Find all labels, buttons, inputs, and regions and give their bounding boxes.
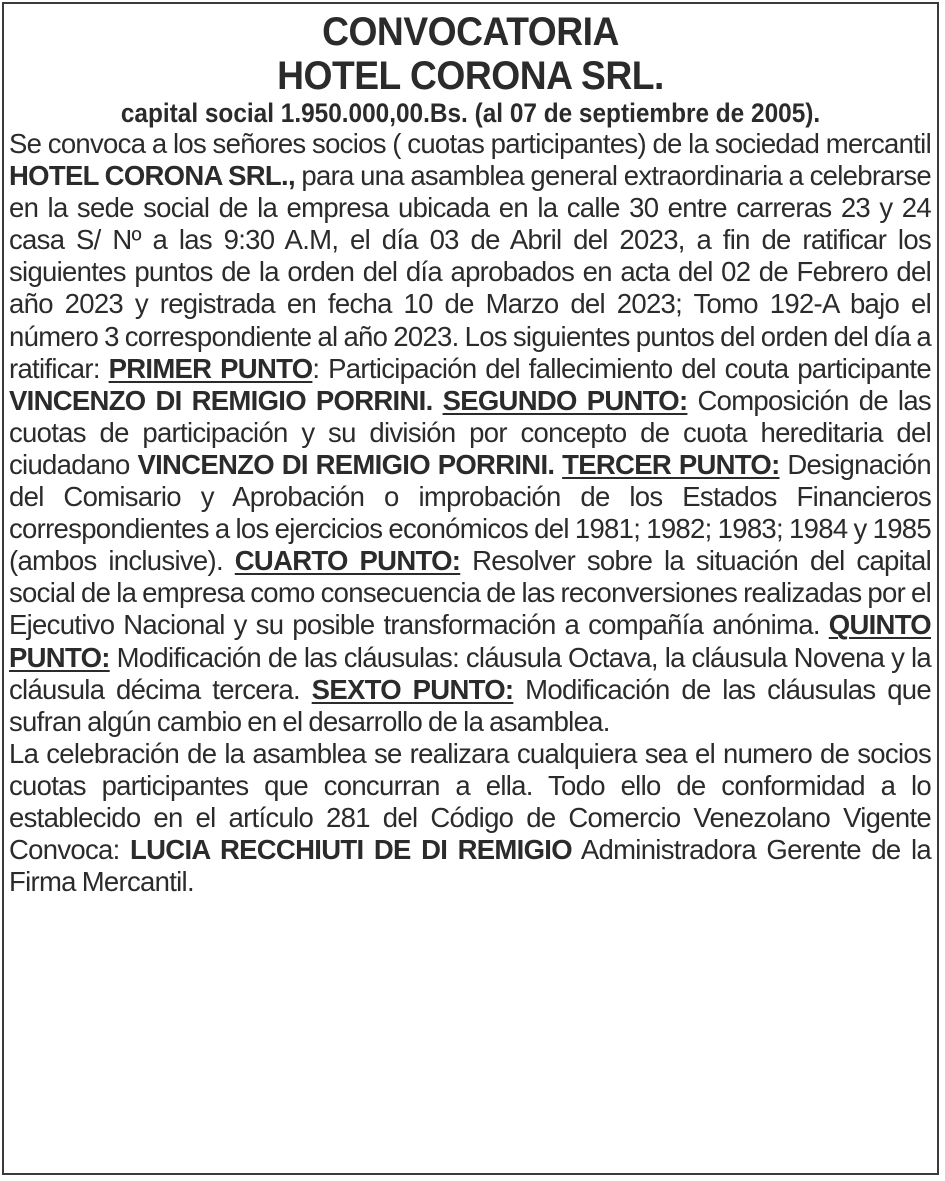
legal-notice: [2, 2, 939, 1175]
notice-body: [9, 128, 931, 898]
point-3-text: Designación del Comisario y Aprobación o improbación de los Estados Financieros correspondientes a los ejercicios económicos del 1981; 1982; 1983; 1984 y 1985 (ambos inclusive).: [9, 448, 931, 577]
point-5-label: QUINTO PUNTO:: [9, 609, 931, 673]
point-6-label: SEXTO PUNTO:: [311, 673, 514, 705]
point-1-colon: :: [312, 352, 320, 384]
point-2-name: VINCENZO DI REMIGIO PORRINI.: [137, 448, 555, 480]
point-3-label: TERCER PUNTO:: [562, 448, 780, 480]
company-name: HOTEL CORONA SRL.,: [9, 160, 295, 192]
signer-role: Administradora Gerente de la Firma Mercantil.: [9, 834, 931, 898]
intro-text-b: para una asamblea general extraordinaria a celebrarse en la sede social de la empresa ubicada en la calle 30 entre carreras 23 y 24 casa S/ Nº a las 9:30 A.M, el día 03 de Abril del 2023, a fin de ratificar los siguientes puntos de la orden del día aprobados en acta del 02 de Febrero del año 2023 y registrada en fecha 10 de Marzo del 2023; Tomo 192-A bajo el número 3 correspondiente al año 2023. Los siguientes puntos del orden del día a ratificar:: [9, 160, 931, 384]
capital-line: capital social 1.950.000,00.Bs. (al 07 de septiembre de 2005).: [120, 98, 821, 128]
point-1-name: VINCENZO DI REMIGIO PORRINI.: [9, 384, 433, 416]
title-company: HOTEL CORONA SRL.: [277, 54, 664, 98]
point-2-text: Composición de las cuotas de participación y su división por concepto de cuota hereditaria del ciudadano: [9, 384, 931, 480]
point-1-label: PRIMER PUNTO: [108, 352, 313, 384]
closing-paragraph: [9, 738, 931, 898]
signer-name: LUCIA RECCHIUTI DE DI REMIGIO: [130, 834, 572, 866]
point-6-text: Modificación de las cláusulas que sufran algún cambio en el desarrollo de la asamblea.: [9, 673, 931, 737]
main-paragraph: [9, 128, 931, 738]
title-convocatoria: CONVOCATORIA: [322, 10, 619, 54]
closing-text: La celebración de la asamblea se realizara cualquiera sea el numero de socios cuotas participantes que concurran a ella. Todo ello de conformidad a lo establecido en el artículo 281 del Código de Comercio Venezolano Vigente Convoca:: [9, 737, 931, 866]
point-2-label: SEGUNDO PUNTO:: [442, 384, 688, 416]
point-4-text: Resolver sobre la situación del capital social de la empresa como consecuencia de las reconversiones realizadas por el Ejecutivo Nacional y su posible transformación a compañía anónima.: [9, 545, 931, 641]
notice-title: [37, 10, 905, 98]
point-1-text: Participación del fallecimiento del couta participante: [328, 352, 931, 384]
point-4-label: CUARTO PUNTO:: [234, 545, 461, 577]
point-5-text: Modificación de las cláusulas: cláusula Octava, la cláusula Novena y la cláusula décima tercera.: [9, 641, 931, 705]
intro-text-a: Se convoca a los señores socios ( cuotas participantes) de la sociedad mercantil: [9, 128, 931, 159]
